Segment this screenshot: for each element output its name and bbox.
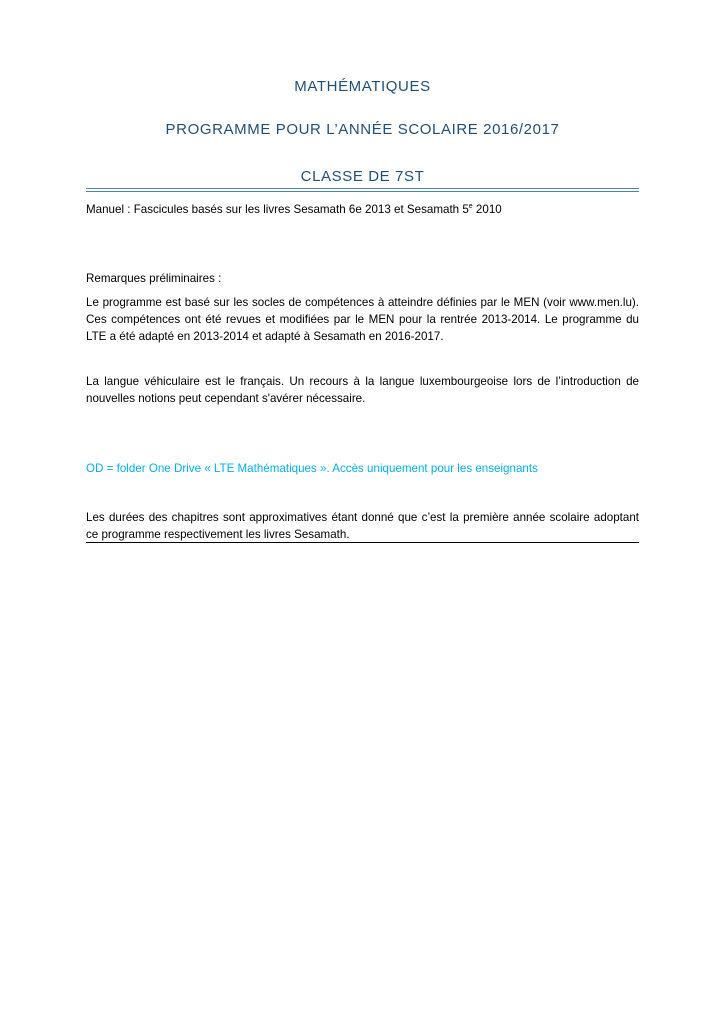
- section-bottom-rule: [86, 542, 639, 543]
- subject-title: MATHÉMATIQUES: [294, 78, 431, 95]
- remarks-paragraph: Le programme est basé sur les socles de compétences à atteindre définies par le MEN (voir www.men.lu). Ces compétences ont été revues et modifiées par le MEN pour la rentrée 2013-2014. Le programme du LTE a été adapté en 2013-2014 et adapté à Sesamath en 2016-2017.: [86, 296, 639, 343]
- manual-text-end: 2010: [472, 203, 502, 216]
- class-title: CLASSE DE 7ST: [300, 168, 425, 185]
- duration-paragraph: Les durées des chapitres sont approximatives étant donné que c’est la première année scolaire adoptant ce programme respectivement les livres Sesamath.: [86, 511, 639, 541]
- manual-line: [86, 201, 639, 218]
- language-paragraph: La langue véhiculaire est le français. Un recours à la langue luxembourgeoise lors de l’introduction de nouvelles notions peut cependant s'avérer nécessaire.: [86, 375, 639, 405]
- remarks-heading: Remarques préliminaires :: [86, 272, 222, 285]
- od-note: OD = folder One Drive « LTE Mathématiques ». Accès uniquement pour les enseignants: [86, 462, 538, 475]
- program-title: PROGRAMME POUR L’ANNÉE SCOLAIRE 2016/2017: [165, 121, 560, 138]
- header-double-rule: [86, 188, 639, 192]
- manual-superscript: e: [468, 203, 473, 210]
- manual-text: Manuel : Fascicules basés sur les livres Sesamath 6e 2013 et Sesamath 5: [86, 203, 469, 216]
